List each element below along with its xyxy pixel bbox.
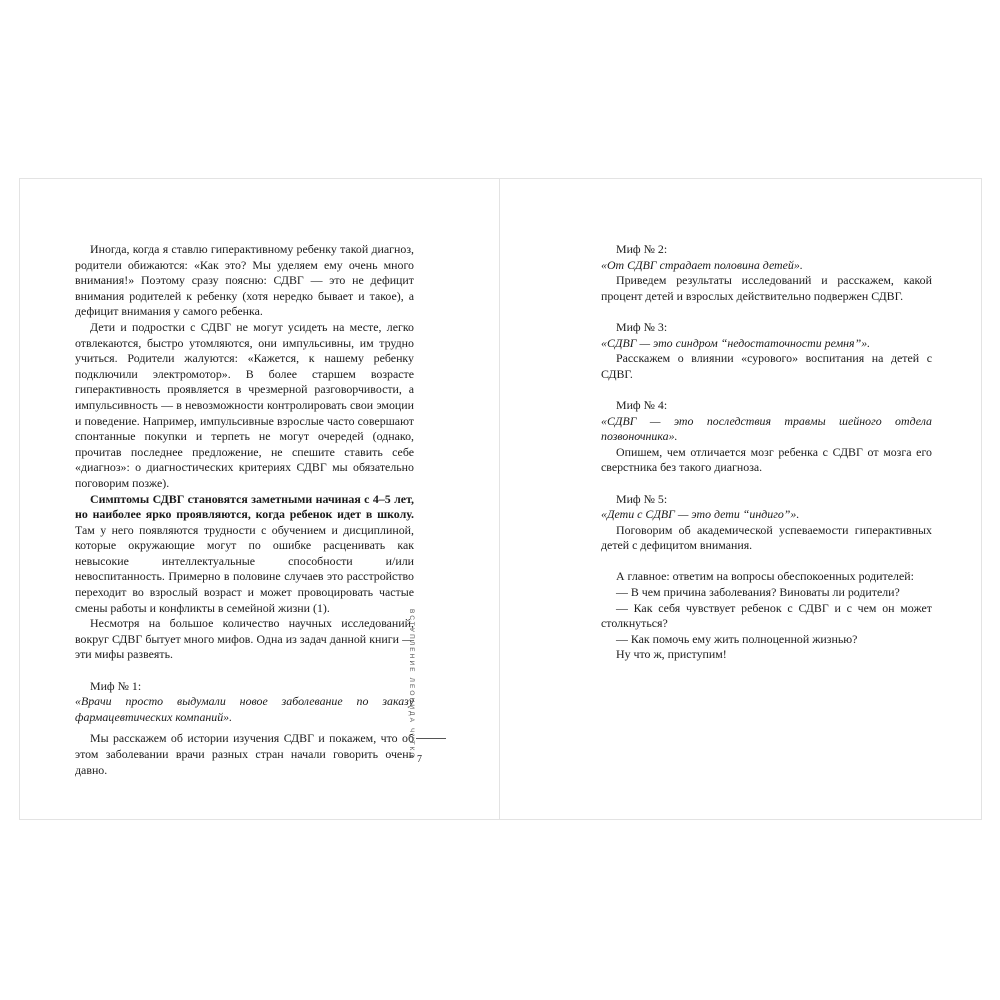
myth-3-answer: Расскажем о влиянии «сурового» воспитания на детей с СДВГ. (601, 351, 932, 381)
paragraph-3 (75, 492, 414, 617)
right-text-column (601, 242, 932, 663)
paragraph-1: Иногда, когда я ставлю гиперактивному ребенку такой диагноз, родители обижаются: «Как это? Мы уделяем ему очень много внимания!» Поэтому сразу поясню: СДВГ — это не дефицит внимания родителей к ребенку (хотя нередко бывает и такое), а дефицит внимания у самого ребенка. (75, 242, 414, 319)
myth-5-answer: Поговорим об академической успеваемости гиперактивных детей с дефицитом внимания. (601, 522, 932, 553)
closing-line: Ну что ж, приступим! (616, 647, 727, 662)
myth-5-quote: «Дети с СДВГ — это дети “индиго”». (601, 507, 800, 522)
myth-5-heading: Миф № 5: (616, 491, 668, 506)
myth-4-heading: Миф № 4: (616, 397, 668, 412)
running-head: ВСТУПЛЕНИЕ ЛЕОНИДА ЧУТКО (408, 609, 415, 760)
myth-2-quote: «От СДВГ страдает половина детей». (601, 257, 803, 272)
question-1: — В чем причина заболевания? Виноваты ли родители? (616, 585, 900, 600)
myth-4-answer: Опишем, чем отличается мозг ребенка с СДВГ от мозга его сверстника без такого диагноза. (601, 444, 932, 475)
paragraph-2: Дети и подростки с СДВГ не могут усидеть на месте, легко отвлекаются, быстро утомляются, они импульсивны, им трудно учиться. Родители жалуются: «Кажется, к нашему ребенку подключили электромотор». В более старшем возрасте гиперактивность проявляется в чрезмерной разговорчивости, а импульсивность — в невозможности контролировать свои эмоции и поведение. Например, импульсивные взрослые часто совершают спонтанные покупки и терпеть не могут очередей (однако, прочитав последнее предложение, не спешите ставить себе «диагноз»: о диагностических критериях СДВГ мы обязательно поговорим позже). (75, 319, 414, 490)
myth-2-heading: Миф № 2: (616, 242, 668, 256)
paragraph-3-tail: Там у него появляются трудности с обучением и дисциплиной, которые окружающие могут по ошибке расценивать как невысокие интеллектуальные способности и/или невоспитанность. Примерно в половине случаев это расстройство переходит во взрослый возраст и может провоцировать частые смены работы и конфликты в семейной жизни (1). (75, 522, 414, 615)
closing-intro: А главное: ответим на вопросы обеспокоенных родителей: (616, 569, 914, 584)
page-number: 7 (417, 754, 422, 765)
bold-lead-text: Симптомы СДВГ становятся заметными начиная с 4–5 лет, но наиболее ярко проявляются, когда ребенок идет в школу. (75, 491, 414, 522)
myth-3-quote: «СДВГ — это синдром “недостаточности ремня”». (601, 335, 871, 350)
myth-1-answer: Мы расскажем об истории изучения СДВГ и покажем, что об этом заболевании врачи разных стран начали говорить очень давно. (75, 731, 414, 777)
folio-rule (416, 738, 446, 739)
myth-2-answer: Приведем результаты исследований и расскажем, какой процент детей и взрослых действительно подвержен СДВГ. (601, 273, 932, 303)
paragraph-4: Несмотря на большое количество научных исследований, вокруг СДВГ бытует много мифов. Одна из задач данной книги — эти мифы развеять. (75, 616, 414, 662)
question-2: — Как себя чувствует ребенок с СДВГ и с чем он может столкнуться? (601, 600, 932, 631)
right-page (499, 178, 982, 820)
myth-1-quote: «Врачи просто выдумали новое заболевание по заказу фармацевтических компаний». (75, 694, 414, 724)
left-page (19, 178, 500, 820)
myth-4-quote: «СДВГ — это последствия травмы шейного отдела позвоночника». (601, 413, 932, 444)
myth-1-heading: Миф № 1: (90, 678, 142, 693)
left-text-column (75, 242, 414, 778)
myth-3-heading: Миф № 3: (616, 319, 668, 334)
question-3: — Как помочь ему жить полноценной жизнью? (616, 631, 858, 646)
